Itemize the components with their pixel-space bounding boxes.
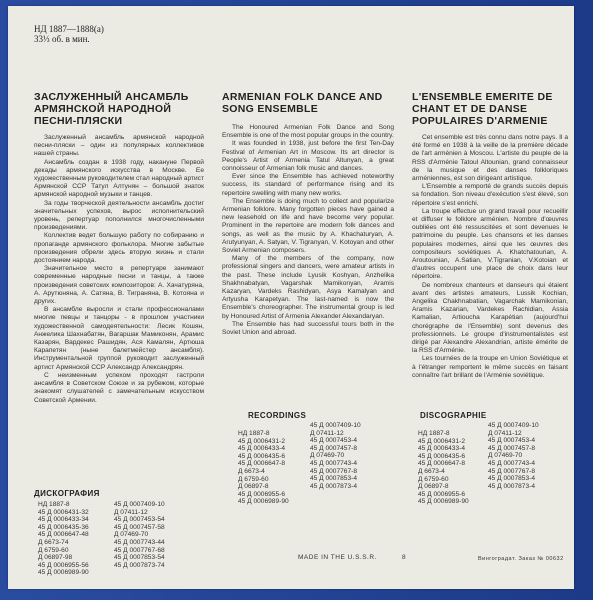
list-item: Д 06897-98 [38, 554, 73, 562]
list-item: Д 07411-12 [310, 429, 344, 437]
list-item: 45 Д 0007409-10 [310, 422, 361, 429]
list-item: 45 Д 0007873-4 [310, 482, 357, 490]
list-item: 45 Д 0007743-44 [114, 538, 165, 546]
russian-records-list-a [38, 501, 89, 577]
list-item: Д 07411-12 [488, 429, 522, 437]
list-item: Д 07411-12 [114, 508, 148, 516]
catalog-number [34, 24, 104, 44]
list-item: НД 1887-8 [238, 430, 270, 437]
french-records-list-a [418, 430, 469, 506]
list-item: 45 Д 0006647-8 [418, 460, 465, 468]
list-item: Д 06897-8 [418, 483, 449, 491]
fr-paragraph: Cet ensemble est très connu dans notre pays. Il a été formé en 1938 à la veille de la première décade de l'art arménien à Moscou. L'artiste du peuple de la RSS d'Arménie Tatoul Altounian, grand connaisseur de la musique et des danses folkloriques arméniennes, est son dirigeant artistique. [412, 134, 568, 183]
fr-paragraph: La troupe effectue un grand travail pour recueillir et diffuser le folklore arménien. Nombre d'œuvres oubliées ont été ressuscitées et sont devenues le patrimoine du peuple. Les chansons et les danses populaires modernes, ainsi que les œuvres des compositeurs soviétiques A. Khatchatourian, A. Aroutounian, A.Satian, V.Tigranian, V.Kotoian et d'autres occupent une place de choix dans leur répertoire. [412, 207, 568, 281]
russian-records-list-b [114, 501, 165, 569]
en-paragraph: The Ensemble has had successful tours both in the Soviet Union and abroad. [222, 320, 394, 337]
list-item: Д 6673-4 [418, 467, 445, 475]
list-item: Д 6759-60 [238, 475, 269, 483]
en-paragraph: It was founded in 1938, just before the first Ten-Day Festival of Armenian Art in Moscow. Its art director is People's Artist of Armenia Tatul Altunyan, a great connoisseur of Armenian folk music and dances. [222, 140, 394, 173]
list-item: 45 Д 0006433-34 [38, 516, 89, 524]
en-paragraph: Ever since the Ensemble has achieved noteworthy success, its standard of performance rising and its repertoire swelling with many new works. [222, 173, 394, 197]
fr-paragraph: De nombreux chanteurs et danseurs qui étaient avant des artistes amateurs, Lussik Kochian, Angelika Chakhnabatian, Vagarchak Mamikonian, Aramis Kazarian, Vardekes Rachidian, Assia Kamalian, Artioucha Karapétian (aujourd'hui chorégraphe de l'Ensemble) sont devenus des professionnels. Le groupe d'instrumentalistes est dirigé par Alexandre Alexandrian, artiste émérite de la RSS d'Arménie. [412, 281, 568, 355]
en-paragraph: Many of the members of the company, now professional singers and dancers, were amateur artists in the past. These include Lyusik Koshyan, Anzhelika Shakhnabatyan, Vagarshak Mamikonyan, Aramis Kazaryan, Vardeks Rashidyan, Asya Kamalyan and Artyusha Karapetyan. The last-named is now the Ensemble's choreographer. The instrumental group is led by Honoured Artist of Armenia Alexander Alexandaryan. [222, 255, 394, 320]
french-title: L'ENSEMBLE EMERITE DE CHANT ET DE DANSE POPULAIRES D'ARMENIE [412, 91, 553, 127]
list-item: Д 07469-70 [488, 452, 523, 460]
ru-paragraph: За годы творческой деятельности ансамбль достиг значительных успехов, вырос исполнительский уровень, репертуар пополнился многочисленными произведениями. [34, 199, 204, 232]
list-item: Д 6673-4 [238, 467, 265, 475]
list-item: 45 Д 0007853-4 [310, 475, 357, 483]
list-item: Д 06897-8 [238, 483, 269, 491]
list-item: 45 Д 0006431-2 [238, 437, 285, 445]
print-order: Вингоградат. Заказ № 00632 [478, 556, 564, 562]
page-number: 8 [402, 554, 407, 561]
list-item: НД 1887-8 [418, 430, 450, 437]
english-records-list-a [238, 430, 289, 506]
list-item: 45 Д 0006435-6 [418, 452, 465, 460]
en-paragraph: The Honoured Armenian Folk Dance and Song Ensemble is one of the most popular groups in the country. [222, 124, 394, 140]
list-item: 45 Д 0006955-56 [38, 561, 89, 569]
ru-paragraph: Заслуженный ансамбль армянской народной песни-пляски – один из популярных коллективов нашей страны. [34, 134, 204, 158]
speed-line: 33⅓ об. в мин. [34, 34, 90, 44]
list-item: 45 Д 0007853-4 [488, 475, 535, 483]
list-item: 45 Д 0007453-4 [310, 437, 357, 445]
list-item: 45 Д 0006989-90 [38, 569, 89, 577]
ru-paragraph: С неизменным успехом проходят гастроли ансамбля в Советском Союзе и за рубежом, которые знакомят слушателей с замечательным искусством Советской Армении. [34, 371, 204, 404]
list-item: 45 Д 0007453-4 [488, 437, 535, 445]
catalog-number-line: НД 1887—1888(а) [34, 24, 104, 34]
list-item: 45 Д 0007409-10 [114, 501, 165, 508]
made-in-ussr: MADE IN THE U.S.S.R. [298, 554, 377, 561]
fr-paragraph: Les tournées de la troupe en Union Soviétique et à l'étranger remportent le même succès en faisant connaître l'art brillant de l'Arménie soviétique. [412, 355, 568, 379]
list-item: 45 Д 0007743-4 [310, 459, 357, 467]
list-item: 45 Д 0007767-68 [114, 546, 165, 554]
record-sleeve-back [8, 6, 574, 589]
list-item: Д 07469-70 [114, 531, 149, 539]
list-item: 45 Д 0006433-4 [238, 445, 285, 453]
english-discography-heading: RECORDINGS [248, 411, 307, 420]
list-item: 45 Д 0007873-4 [488, 482, 535, 490]
list-item: 45 Д 0006955-6 [238, 490, 285, 498]
list-item: 45 Д 0007457-8 [310, 444, 357, 452]
list-item: 45 Д 0006435-36 [38, 523, 89, 531]
list-item: 45 Д 0006989-90 [418, 498, 469, 506]
english-text [222, 124, 394, 337]
french-text [412, 134, 568, 380]
list-item: 45 Д 0006989-90 [238, 498, 289, 506]
list-item: Д 6759-60 [418, 475, 449, 483]
list-item: Д 6673-74 [38, 538, 69, 546]
list-item: 45 Д 0007453-54 [114, 516, 165, 524]
fr-paragraph: L'Ensemble a remporté de grands succès depuis sa fondation. Son niveau d'exécution s'est élevé, son répertoire s'est enrichi. [412, 183, 568, 207]
russian-text [34, 134, 204, 405]
list-item: 45 Д 0006647-8 [238, 460, 285, 468]
list-item: 45 Д 0007409-10 [488, 422, 539, 429]
russian-title: ЗАСЛУЖЕННЫЙ АНСАМБЛЬ АРМЯНСКОЙ НАРОДНОЙ ПЕСНИ-ПЛЯСКИ [34, 91, 189, 127]
english-title: ARMENIAN FOLK DANCE AND SONG ENSEMBLE [222, 91, 383, 115]
list-item: 45 Д 0006647-48 [38, 531, 89, 539]
ru-paragraph: Значительное место в репертуаре занимают современные народные песни и танцы, а также произведения советских композиторов: А. Хачатуряна, А. Арутюняна, А. Сатяна, В. Тиграняна, В. Котояна и других. [34, 265, 204, 306]
list-item: 45 Д 0007853-54 [114, 554, 165, 562]
list-item: 45 Д 0007743-4 [488, 459, 535, 467]
french-discography-heading: DISCOGRAPHIE [420, 411, 487, 420]
list-item: 45 Д 0007457-8 [488, 444, 535, 452]
list-item: 45 Д 0006431-32 [38, 508, 89, 516]
french-records-list-b [488, 422, 539, 490]
ru-paragraph: В ансамбле выросли и стали профессионалами многие певцы и танцоры - в прошлом участники художественной самодеятельности: Лесик Кошян, Анжелика Шахнабатян, Вагаршак Мамиконян, Арамис Казарян, Вардекес Рашидян, Ася Камалян, Артюша Карапетян (ныне балетмейстер ансамбля). Инструментальной группой руководит заслуженный артист Армянской ССР Александр Александрян. [34, 306, 204, 371]
list-item: 45 Д 0006435-6 [238, 452, 285, 460]
english-records-list-b [310, 422, 361, 490]
list-item: 45 Д 0007457-58 [114, 523, 165, 531]
list-item: 45 Д 0007767-8 [488, 467, 535, 475]
ru-paragraph: Коллектив ведет большую работу по собиранию и пропаганде армянского фольклора. Многие забытые произведения обрели здесь вторую жизнь и стали достоянием народа. [34, 232, 204, 265]
list-item: 45 Д 0006433-4 [418, 445, 465, 453]
list-item: Д 07469-70 [310, 452, 345, 460]
en-paragraph: The Ensemble is doing much to collect and popularize Armenian folklore. Many forgotten pieces have gained a new leasehold on life and have become very popular. Prominent in the repertoire are modern folk dances and songs, as well as the music by A. Khachaturyan, A. Arutyunyan, A. Satyan, V. Tigranyan, V. Kotoyan and other Soviet Armenian composers. [222, 197, 394, 255]
list-item: 45 Д 0007767-8 [310, 467, 357, 475]
ru-paragraph: Ансамбль создан в 1938 году, накануне Первой декады армянского искусства в Москве. Ее художественным руководителем стал народный артист Армянской ССР Татул Алтунян – большой знаток армянской народной музыки и танцев. [34, 158, 205, 199]
list-item: НД 1887-8 [38, 501, 70, 508]
list-item: 45 Д 0007873-74 [114, 561, 165, 569]
list-item: Д 6759-60 [38, 546, 69, 554]
list-item: 45 Д 0006955-6 [418, 490, 465, 498]
list-item: 45 Д 0006431-2 [418, 437, 465, 445]
russian-discography-heading: ДИСКОГРАФИЯ [34, 489, 100, 498]
